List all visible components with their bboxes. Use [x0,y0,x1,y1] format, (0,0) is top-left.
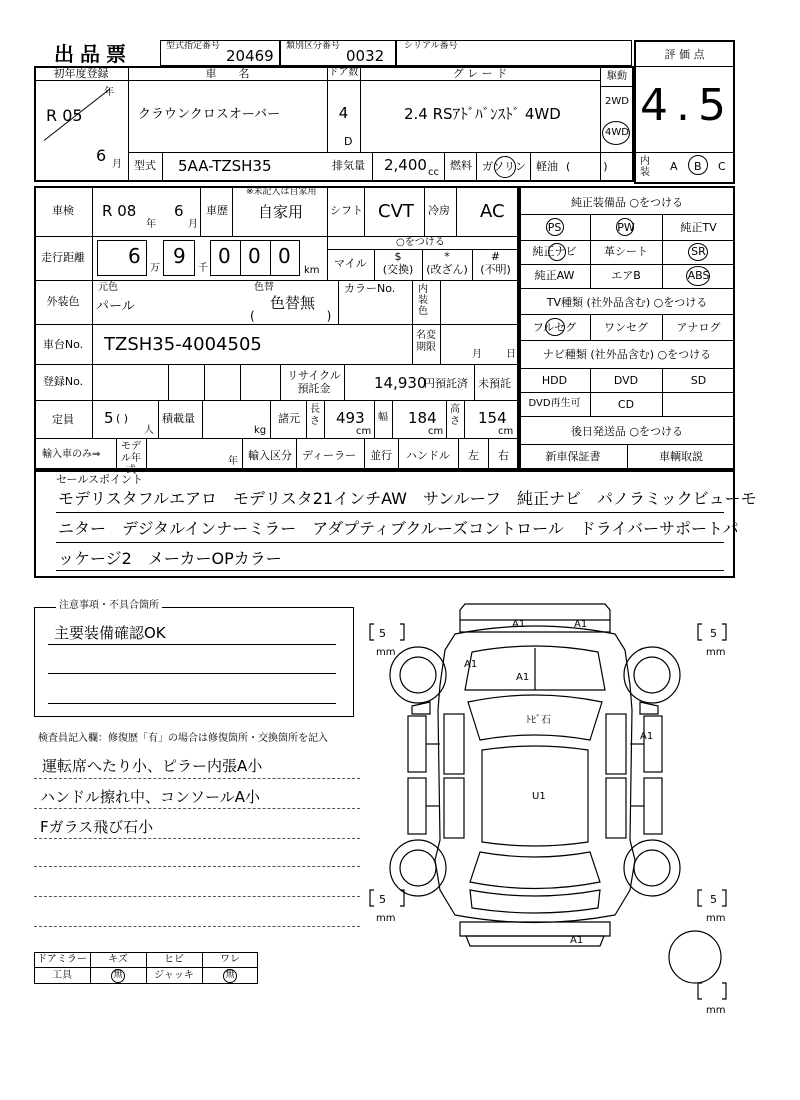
tire-rl-unit: mm [376,913,396,924]
fuel-label: 燃料 [450,159,472,172]
after-manual: 車輌取説 [659,450,703,463]
tv-oneseg: ワンセグ [604,321,648,334]
legend-mirror: ドアミラー [37,954,87,965]
exterior-change-label: 色替 [254,282,274,293]
tv-fullseg: フルセグ [532,321,577,334]
equip-tv: 純正TV [680,221,717,234]
doors-type: D [344,135,353,148]
model-year-label: モデル年式 [121,441,141,476]
tv-analog: アナログ [676,321,721,334]
sales-points-label: セールスポイント [56,473,144,486]
form-title: 出品票 [54,42,132,66]
tv-header: TV種類 (社外品含む) ○をつける [546,296,708,309]
mark-front-fender-l: A1 [464,659,478,670]
tire-rr-value: 5 [710,893,717,906]
drive-4wd: 4WD [605,127,629,138]
tire-rr-unit: mm [706,913,726,924]
history-note: ※未記入は自家用 [246,187,317,197]
fuel-diesel: 軽油 [536,160,558,173]
shift-value: CVT [378,201,414,222]
inspection-year-unit: 年 [146,219,156,230]
capacity-label: 定員 [52,413,74,426]
after-header: 後日発送品 ○をつける [570,425,684,438]
exterior-change-value: 色替無 [270,294,316,312]
interior-b: B [694,160,702,173]
legend-tools-value: 無 [113,970,123,980]
equip-pw-circle [616,218,634,236]
mileage-opt-unknown: (不明) [480,263,511,276]
mileage-opt-exchange-sym: $ [394,250,402,263]
equip-leather: 革シート [604,245,648,258]
mark-right-door: A1 [640,731,654,742]
grade-label: グ レ ー ド [452,67,508,80]
serial-label: シリアル番号 [404,41,458,51]
mileage-digit-3: 0 [218,244,231,268]
equip-ps-circle [546,218,564,236]
capacity-value: 5 [104,409,114,427]
exterior-label: 外装色 [46,295,80,308]
exterior-change-paren: ( ) [250,309,332,323]
width-unit: cm [428,426,444,437]
spare-tire-unit: mm [706,1005,726,1016]
fuel-gas: ガソリン [482,160,526,173]
navi-header: ナビ種類 (社外品含む) ○をつける [542,348,712,361]
exterior-original-value: パール [96,299,135,314]
mileage-digit-2: 9 [173,244,186,268]
mileage-opt-mile: マイル [334,257,367,270]
caution-line-1: 主要装備確認OK [54,624,166,642]
tire-fl-unit: mm [376,647,396,658]
load-unit: kg [254,425,267,436]
length-label: 長さ [310,404,320,427]
exterior-original-label: 元色 [98,282,118,293]
navi-dvd-play: DVD再生可 [528,398,581,409]
cooling-value: AC [480,201,505,222]
inspector-label: 検査員記入欄：修復歴「有」の場合は修復箇所・交換箇所を記入 [38,733,328,744]
mark-front-bumper-l: A1 [512,619,526,630]
equip-navi-circle [548,243,566,261]
chassis-label: 車台No. [42,338,84,351]
width-label: 幅 [378,412,388,423]
equipment-header: 純正装備品 ○をつける [570,196,684,209]
mileage-opt-tampered: (改ざん) [426,263,468,276]
color-no-label: カラーNo. [344,282,396,295]
cooling-label: 冷房 [428,204,450,217]
capacity-unit: 人 [144,425,154,436]
inspector-line-2: ハンドル擦れ中、コンソールA小 [40,788,260,806]
category-value: 0032 [346,47,385,65]
inspection-era: R 08 [102,202,137,220]
history-label: 車歴 [206,204,228,217]
category-label: 類別区分番号 [286,41,341,51]
history-value: 自家用 [258,203,304,221]
mileage-digit-4: 0 [248,244,261,268]
inspector-line-3: Fガラス飛び石小 [40,818,154,836]
right-label: 右 [498,449,509,462]
first-reg-era: R 05 [46,106,83,125]
car-diagram [360,590,730,1020]
inspector-line-1: 運転席へたり小、ピラー内張A小 [42,757,263,775]
grade-value: 2.4 RSｱﾄﾞﾊﾞﾝｽﾄﾞ 4WD [404,105,561,123]
mileage-digit-1: 6 [128,244,141,268]
car-name-label: 車 名 [205,67,250,80]
expiry-month-unit: 月 [472,349,482,360]
mileage-opt-tampered-sym: * [444,250,450,263]
displacement-value: 2,400 [384,156,427,174]
doors-value: 4 [338,104,349,122]
doors-label: ドア数 [328,67,359,78]
mileage-check-note: ○をつける [396,237,445,248]
caution-label: 注意事項・不具合箇所 [56,601,162,611]
title-expiry-label: 名変期限 [416,330,436,353]
tire-fl-value: 5 [379,627,386,640]
handle-label: ハンドル [406,449,450,462]
model-designation-label: 型式指定番号 [166,41,221,51]
tv-fullseg-circle [545,318,565,336]
after-warranty: 新車保証書 [545,450,601,463]
equip-pw: PW [617,221,635,234]
car-name-value: クラウンクロスオーバー [138,107,281,122]
navi-dvd: DVD [613,374,639,387]
expiry-day-unit: 日 [506,349,516,360]
import-type-label: 輸入区分 [248,449,292,462]
mileage-opt-unknown-sym: # [490,250,501,263]
legend-jack-value: 無 [225,970,235,980]
legend-jack-circle [223,969,237,983]
mileage-sen-unit: 千 [198,263,208,274]
model-year-unit: 年 [228,456,238,467]
mileage-label: 走行距離 [41,251,85,264]
interior-c: C [718,160,726,173]
load-label: 積載量 [162,412,195,425]
score-value: 4.5 [640,80,734,131]
sales-line-3: ッケージ2 メーカーOPカラー [58,549,282,568]
tire-fr-value: 5 [710,627,717,640]
navi-sd: SD [690,374,707,387]
equip-abs-circle [686,266,710,286]
inspection-label: 車検 [52,204,74,217]
left-label: 左 [468,449,479,462]
equip-abs: ABS [687,269,710,282]
registration-label: 登録No. [42,375,84,388]
legend-scratch: キズ [108,954,128,965]
mark-hood: A1 [516,672,530,683]
import-label: 輸入車のみ⇒ [42,449,101,460]
model-type-label: 型式 [134,159,156,172]
model-type-value: 5AA-TZSH35 [178,157,272,175]
shift-label: シフト [330,204,363,217]
equip-sr: SR [691,245,706,258]
equip-navi: 純正ナビ [532,245,577,258]
tire-fr-unit: mm [706,647,726,658]
interior-box [634,152,735,184]
mark-roof: U1 [532,791,546,802]
legend-tools-circle [111,969,125,983]
sales-line-2: ニター デジタルインナーミラー アダプティブクルーズコントロール ドライバーサポートパ [58,519,739,538]
model-designation-value: 20469 [226,47,274,65]
inspection-month-unit: 月 [188,219,198,230]
legend-jack: ジャッキ [154,970,194,981]
chassis-value: TZSH35-4004505 [104,334,262,355]
displacement-label: 排気量 [332,159,365,172]
fuel-diesel-bracket: ( ) [566,160,608,173]
length-unit: cm [356,426,372,437]
height-label: 高さ [450,404,460,427]
first-reg-month: 6 [96,146,107,165]
length-value: 493 [336,409,365,427]
interior-color-label: 内装色 [418,284,428,317]
height-unit: cm [498,426,514,437]
interior-a: A [670,160,678,173]
interior-label: 内装 [640,156,650,178]
recycle-value: 14,930 [374,374,427,392]
equip-airbag: エアB [611,269,641,282]
equip-ps: PS [547,221,562,234]
height-value: 154 [478,409,507,427]
dealer-label: ディーラー [302,449,357,462]
drive-2wd: 2WD [605,96,629,107]
inspection-month: 6 [174,202,184,220]
score-label: 評 価 点 [664,48,705,61]
equip-aw: 純正AW [534,269,575,282]
navi-cd: CD [617,398,635,411]
fuel-gas-circle [494,156,516,178]
dims-label: 諸元 [278,412,300,425]
sales-line-1: モデリスタフルエアロ モデリスタ21インチAW サンルーフ 純正ナビ パノラミックビューモ [58,489,757,508]
mileage-opt-exchange: (交換) [382,263,414,276]
legend-break: ワレ [220,954,240,965]
legend-crack: ヒビ [164,954,184,965]
recycle-status: 円預託済 [424,377,468,390]
recycle-label: リサイクル預託金 [287,369,341,395]
mileage-man-unit: 万 [150,263,160,274]
parallel-label: 並行 [370,449,392,462]
first-reg-month-unit: 月 [112,159,122,170]
equip-sr-circle [688,243,708,261]
mark-front-bumper-r: A1 [574,619,588,630]
drive-label: 駆動 [607,71,627,82]
legend-tools: 工具 [52,970,72,981]
drive-4wd-circle [602,121,630,145]
mileage-km-unit: km [304,265,320,276]
mileage-digit-5: 0 [278,244,291,268]
navi-hdd: HDD [541,374,568,387]
tire-rl-value: 5 [379,893,386,906]
first-reg-label: 初年度登録 [53,67,109,80]
capacity-paren: ( ) [116,412,129,425]
recycle-unpaid: 未預託 [478,377,511,390]
mark-windshield: ﾄﾋﾞ石 [526,715,551,726]
first-reg-year-unit: 年 [104,87,114,98]
width-value: 184 [408,409,437,427]
mark-rear-bumper: A1 [570,935,584,946]
displacement-unit: cc [428,167,439,178]
